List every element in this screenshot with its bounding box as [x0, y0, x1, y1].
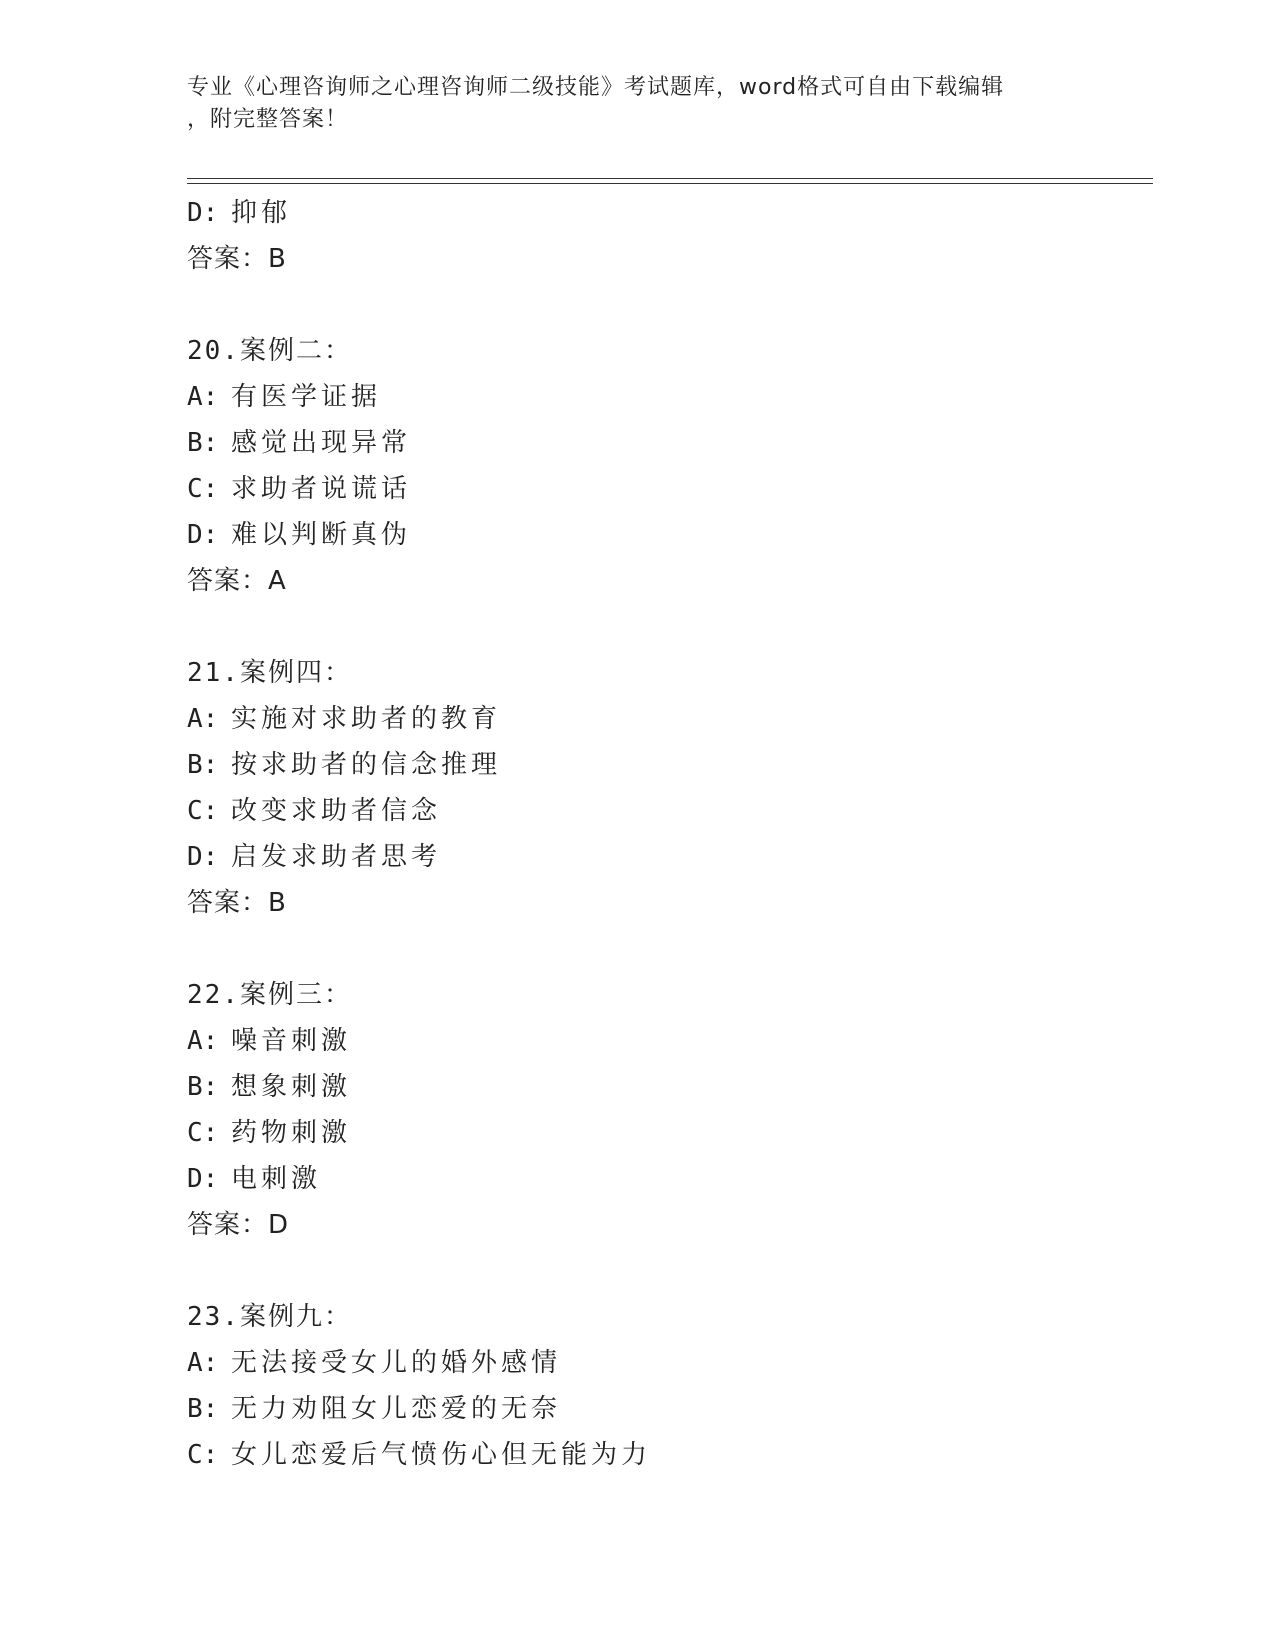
option-label: D:: [187, 842, 219, 872]
option-text: 感觉出现异常: [231, 428, 412, 458]
option-text: 有医学证据: [231, 382, 382, 412]
option-text: 噪音刺激: [231, 1026, 352, 1056]
question-title: 20.案例二：: [187, 336, 352, 366]
spacer: [187, 926, 1153, 972]
option-line: [187, 742, 1153, 788]
option-line: [187, 1386, 1153, 1432]
option-text: 想象刺激: [231, 1072, 352, 1102]
option-text: 求助者说谎话: [231, 474, 412, 504]
option-line: [187, 466, 1153, 512]
option-label: B:: [187, 428, 219, 458]
header-line-2: ，附完整答案！: [187, 107, 349, 132]
option-label: C:: [187, 1118, 219, 1148]
option-text: 抑郁: [231, 198, 292, 228]
header-rule-top: [187, 178, 1153, 179]
option-text: 无力劝阻女儿恋爱的无奈: [231, 1394, 562, 1424]
option-text: 难以判断真伪: [231, 520, 412, 550]
option-label: B:: [187, 750, 219, 780]
option-text: 启发求助者思考: [231, 842, 442, 872]
spacer: [187, 604, 1153, 650]
question-title: 21.案例四：: [187, 658, 352, 688]
option-line: [187, 696, 1153, 742]
option-label: A:: [187, 704, 219, 734]
option-line: [187, 834, 1153, 880]
option-text: 女儿恋爱后气愤伤心但无能为力: [231, 1440, 652, 1470]
option-line: [187, 788, 1153, 834]
option-text: 药物刺激: [231, 1118, 352, 1148]
question-content: [187, 190, 1153, 1478]
option-line: [187, 190, 1153, 236]
option-label: C:: [187, 796, 219, 826]
answer-line: 答案：A: [187, 566, 287, 596]
option-line: [187, 1432, 1153, 1478]
option-label: D:: [187, 198, 219, 228]
option-line: [187, 1156, 1153, 1202]
option-label: C:: [187, 474, 219, 504]
option-text: 电刺激: [231, 1164, 322, 1194]
option-text: 改变求助者信念: [231, 796, 442, 826]
option-line: [187, 420, 1153, 466]
answer-line: 答案：B: [187, 244, 287, 274]
option-line: [187, 1340, 1153, 1386]
option-label: A:: [187, 1026, 219, 1056]
option-line: [187, 1018, 1153, 1064]
header-note: [187, 72, 1087, 136]
option-line: [187, 374, 1153, 420]
option-line: [187, 1064, 1153, 1110]
option-label: A:: [187, 1348, 219, 1378]
header-line-1: 专业《心理咨询师之心理咨询师二级技能》考试题库，word格式可自由下载编辑: [187, 75, 1005, 100]
question-title: 23.案例九：: [187, 1302, 352, 1332]
option-text: 实施对求助者的教育: [231, 704, 502, 734]
option-label: A:: [187, 382, 219, 412]
option-label: B:: [187, 1072, 219, 1102]
option-label: C:: [187, 1440, 219, 1470]
answer-line: 答案：B: [187, 888, 287, 918]
spacer: [187, 282, 1153, 328]
option-label: D:: [187, 1164, 219, 1194]
option-line: [187, 1110, 1153, 1156]
option-text: 按求助者的信念推理: [231, 750, 502, 780]
option-line: [187, 512, 1153, 558]
spacer: [187, 1248, 1153, 1294]
header-rule-bottom: [187, 183, 1153, 184]
question-title: 22.案例三：: [187, 980, 352, 1010]
option-label: B:: [187, 1394, 219, 1424]
option-label: D:: [187, 520, 219, 550]
option-text: 无法接受女儿的婚外感情: [231, 1348, 562, 1378]
answer-line: 答案：D: [187, 1210, 290, 1240]
